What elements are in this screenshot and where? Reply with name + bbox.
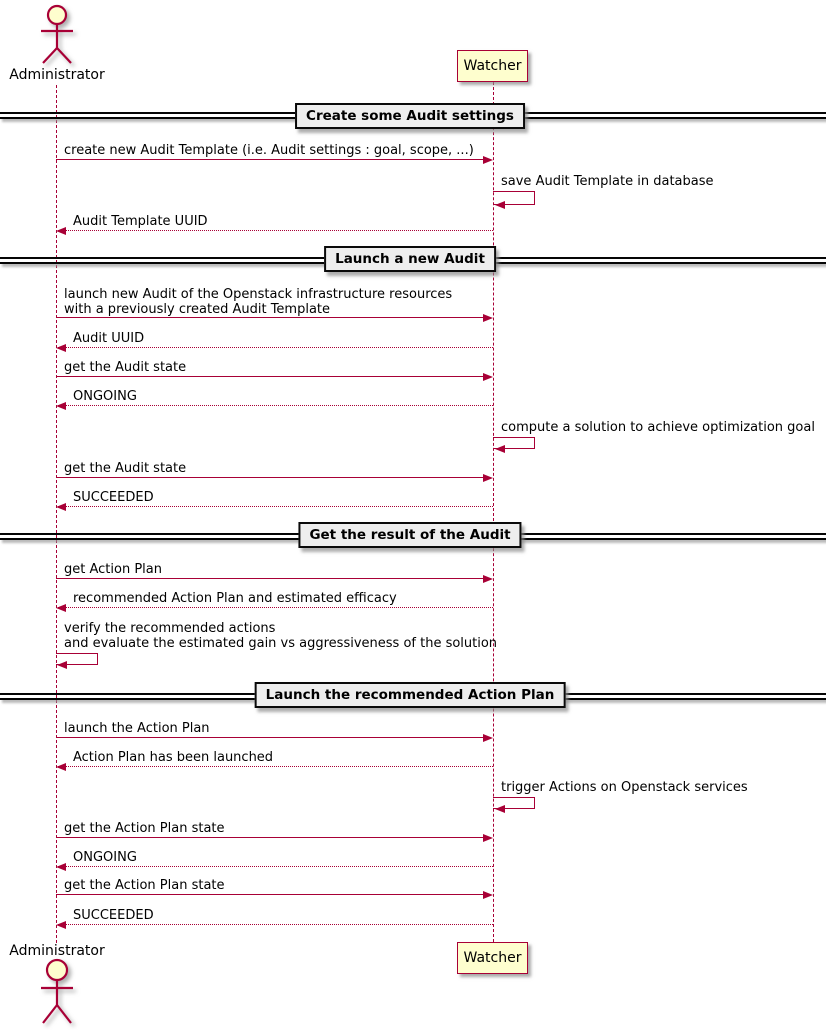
arrowhead-left-icon (57, 661, 67, 669)
message-compute-solution: compute a solution to achieve optimization goal (501, 420, 815, 435)
arrowhead-right-icon (483, 575, 493, 583)
message-create-audit-template: create new Audit Template (i.e. Audit settings : goal, scope, ...) (64, 143, 474, 158)
message-launch-new-audit-line1: launch new Audit of the Openstack infrastructure resources (64, 287, 453, 302)
administrator-actor-icon (27, 4, 87, 70)
message-get-audit-state-2: get the Audit state (64, 461, 187, 476)
message-launch-action-plan: launch the Action Plan (64, 721, 210, 736)
watcher-participant-top: Watcher (457, 50, 528, 82)
arrow-launch-action-plan (56, 737, 483, 738)
arrowhead-left-icon (56, 763, 66, 771)
message-save-audit-template: save Audit Template in database (501, 174, 714, 189)
divider-get-result: Get the result of the Audit (298, 522, 521, 548)
arrowhead-right-icon (483, 474, 493, 482)
divider-create-audit-settings: Create some Audit settings (295, 103, 525, 129)
return-recommended-plan (58, 607, 493, 608)
administrator-label-top: Administrator (9, 67, 105, 83)
return-plan-succeeded (58, 924, 493, 925)
message-launch-new-audit-line2: with a previously created Audit Template (64, 302, 331, 317)
arrowhead-right-icon (483, 314, 493, 322)
return-audit-uuid (58, 347, 493, 348)
return-audit-template-uuid (58, 230, 493, 231)
arrowhead-right-icon (483, 156, 493, 164)
arrowhead-left-icon (495, 445, 505, 453)
message-verify-actions-line1: verify the recommended actions (64, 621, 276, 636)
administrator-actor-icon-bottom (27, 957, 87, 1030)
arrowhead-left-icon (495, 805, 505, 813)
arrow-get-audit-state-1 (56, 376, 483, 377)
divider-launch-action-plan: Launch the recommended Action Plan (255, 682, 566, 708)
message-recommended-plan: recommended Action Plan and estimated efficacy (73, 591, 397, 606)
message-audit-uuid: Audit UUID (73, 331, 145, 346)
arrowhead-left-icon (56, 227, 66, 235)
arrowhead-left-icon (56, 402, 66, 410)
arrow-get-plan-state-2 (56, 894, 483, 895)
message-get-plan-state-1: get the Action Plan state (64, 821, 225, 836)
watcher-participant-bottom: Watcher (457, 942, 528, 974)
arrowhead-left-icon (56, 344, 66, 352)
arrow-get-action-plan (56, 578, 483, 579)
arrowhead-left-icon (56, 863, 66, 871)
message-audit-ongoing: ONGOING (73, 389, 137, 404)
watcher-lifeline (493, 82, 494, 942)
arrowhead-left-icon (56, 921, 66, 929)
return-audit-succeeded (58, 506, 493, 507)
message-audit-succeeded: SUCCEEDED (73, 490, 154, 505)
arrowhead-right-icon (483, 891, 493, 899)
arrowhead-right-icon (483, 834, 493, 842)
message-get-audit-state-1: get the Audit state (64, 360, 187, 375)
arrow-get-audit-state-2 (56, 477, 483, 478)
message-audit-template-uuid: Audit Template UUID (73, 214, 208, 229)
return-audit-ongoing (58, 405, 493, 406)
message-get-action-plan: get Action Plan (64, 562, 162, 577)
arrowhead-left-icon (56, 503, 66, 511)
arrowhead-left-icon (495, 201, 505, 209)
arrowhead-right-icon (483, 373, 493, 381)
arrow-create-audit-template (56, 159, 483, 160)
return-plan-launched (58, 766, 493, 767)
divider-launch-new-audit: Launch a new Audit (324, 246, 496, 272)
arrow-get-plan-state-1 (56, 837, 483, 838)
arrow-launch-new-audit (56, 317, 483, 318)
message-plan-ongoing: ONGOING (73, 850, 137, 865)
arrowhead-right-icon (483, 734, 493, 742)
message-plan-launched: Action Plan has been launched (73, 750, 274, 765)
return-plan-ongoing (58, 866, 493, 867)
message-get-plan-state-2: get the Action Plan state (64, 878, 225, 893)
message-plan-succeeded: SUCCEEDED (73, 908, 154, 923)
administrator-label-bottom: Administrator (9, 943, 105, 959)
arrowhead-left-icon (56, 604, 66, 612)
message-trigger-actions: trigger Actions on Openstack services (501, 780, 748, 795)
administrator-lifeline (56, 85, 57, 943)
message-verify-actions-line2: and evaluate the estimated gain vs aggressiveness of the solution (64, 636, 498, 651)
